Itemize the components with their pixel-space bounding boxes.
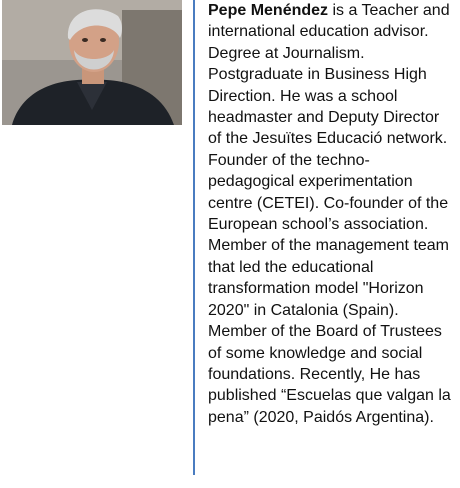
person-portrait-icon bbox=[2, 0, 182, 125]
person-name: Pepe Menéndez bbox=[208, 2, 329, 19]
profile-photo bbox=[2, 0, 182, 125]
vertical-divider bbox=[193, 0, 195, 475]
bio-text: is a Teacher and international education advisor. Degree at Journalism. Postgraduate in Business High Direction. He was a school headmaster and Deputy Director of the Jesuïtes Educació network. Founder of the techno-pedagogical experimentation centre (CETEI). Co-founder of the European school’s association. Member of the management team that led the educational transformation model "Horizon 2020" in Catalonia (Spain). Member of the Board of Trustees of some knowledge and social foundations. Recently, He has published “Escuelas que valgan la pena” (2020, Paidós Argentina). bbox=[208, 2, 451, 426]
bio-paragraph bbox=[208, 0, 455, 428]
